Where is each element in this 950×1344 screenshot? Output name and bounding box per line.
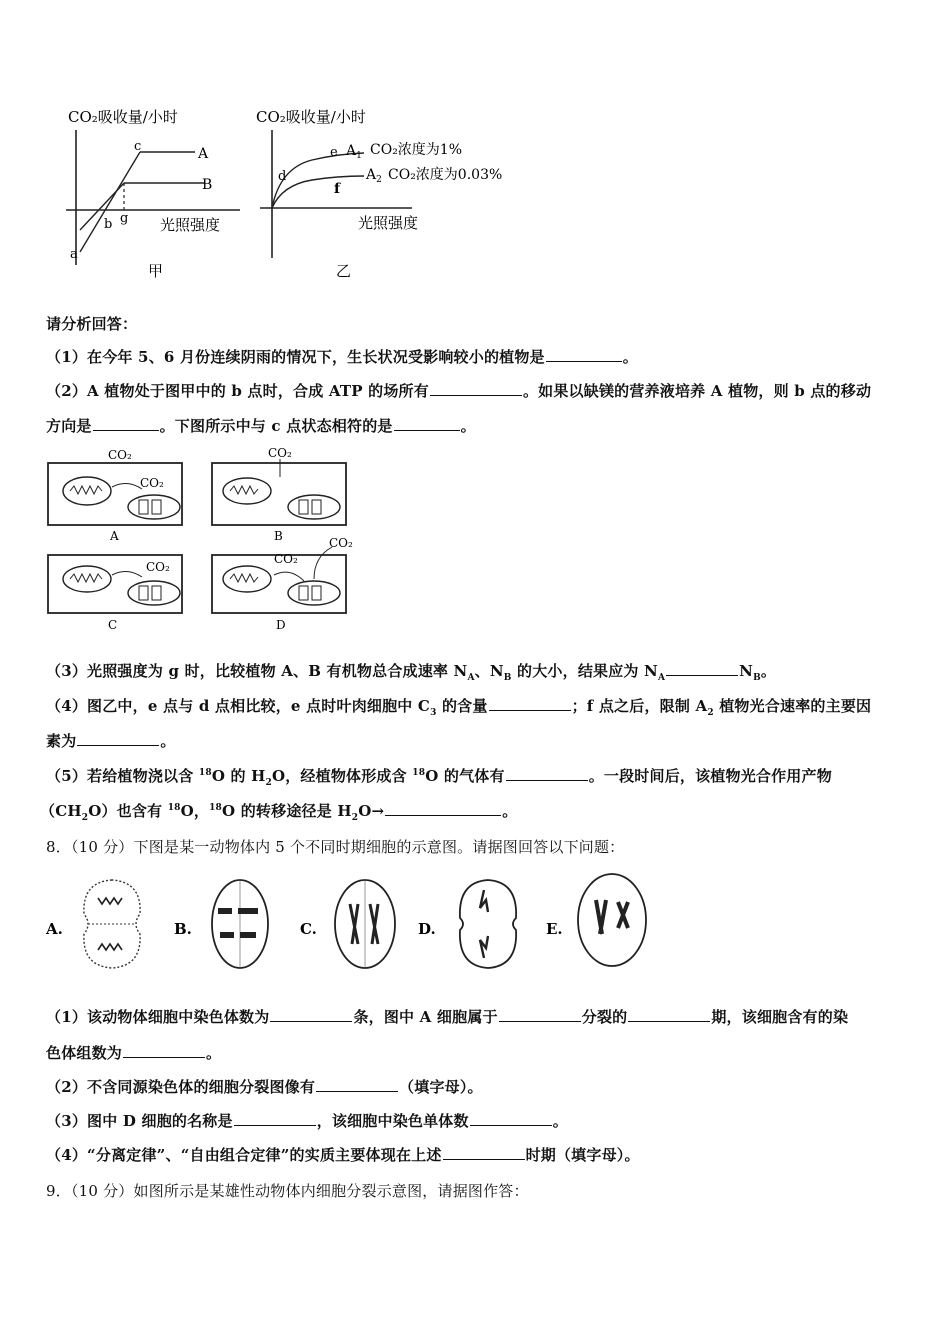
graph-yi-curve2-name: A — [366, 167, 377, 183]
cell-c-label: C — [108, 618, 118, 632]
question-8-3: （3）图中 D 细胞的名称是 ，该细胞中染色单体数 。 — [46, 1112, 568, 1130]
cell-figure-a — [84, 880, 140, 968]
cell-diagram-b — [212, 446, 346, 543]
graph-jia-point-b: b — [104, 217, 113, 232]
answer-blank[interactable] — [499, 1007, 581, 1022]
answer-blank[interactable] — [628, 1007, 710, 1022]
figure-label-b: B. — [174, 920, 192, 938]
answer-blank[interactable] — [316, 1077, 398, 1092]
graph-yi-curve1-desc: CO₂浓度为1% — [370, 142, 463, 158]
graph-jia-line-b: B — [202, 177, 213, 193]
cell-diagram-group — [42, 443, 372, 633]
question-8-1-cont: 色体组数为 。 — [46, 1044, 222, 1062]
question-8-4: （4）“分离定律”、“自由组合定律”的实质主要体现在上述 时期（填字母）。 — [46, 1146, 640, 1164]
cell-b-label: B — [274, 529, 283, 543]
cell-figure-b — [212, 880, 268, 968]
question-7-1: （1）在今年 5、6 月份连续阴雨的情况下，生长状况受影响较小的植物是 。 — [46, 348, 638, 366]
answer-blank[interactable] — [77, 731, 159, 746]
graph-yi-point-e: e — [330, 145, 338, 160]
cell-b-co2: CO₂ — [268, 446, 292, 460]
graph-jia-line-a: A — [198, 146, 209, 162]
cell-diagram-a — [48, 448, 182, 543]
question-7-5: （5）若给植物浇以含 $^{18}$O 的 $H_2O$，经植物体形成含 $^{18}$O 的气体有 。一段时间后，该植物光合作用产物 — [46, 767, 832, 788]
answer-blank[interactable] — [489, 696, 571, 711]
question-7-4: （4）图乙中，e 点与 d 点相比较，e 点时叶肉细胞中 $C_3$ 的含量 ；f 点之后，限制 $A_2$ 植物光合速率的主要因 — [46, 697, 872, 718]
graph-yi-curve1-sub: 1 — [356, 151, 362, 161]
answer-blank[interactable] — [123, 1043, 205, 1058]
cell-d-label: D — [276, 618, 286, 632]
cell-division-figures — [40, 868, 660, 978]
graph-yi-curve1-name: A — [346, 143, 357, 159]
graph-jia-ylabel: CO₂吸收量/小时 — [68, 108, 178, 126]
answer-blank[interactable] — [234, 1111, 316, 1126]
cell-figure-c — [335, 880, 395, 968]
figure-label-e: E. — [546, 920, 563, 938]
graph-jia-caption: 甲 — [148, 262, 164, 280]
svg-text:A2 — [365, 167, 382, 185]
cell-d-co2-out: CO₂ — [329, 536, 353, 550]
graph-yi-curve2-sub: 2 — [376, 175, 382, 185]
intro-text: 请分析回答： — [46, 315, 138, 333]
answer-blank[interactable] — [666, 661, 738, 676]
question-7-3: （3）光照强度为 g 时，比较植物 A、B 有机物总合成速率 $N_A$、$N_B$ 的大小，结果应为 $N_A$ $N_B$。 — [46, 662, 777, 683]
question-8-header: 8．（10 分）下图是某一动物体内 5 个不同时期细胞的示意图。请据图回答以下问题： — [46, 838, 625, 856]
answer-blank[interactable] — [546, 347, 622, 362]
answer-blank[interactable] — [270, 1007, 352, 1022]
cell-diagram-c — [48, 555, 182, 632]
answer-blank[interactable] — [93, 416, 159, 431]
graph-jia-point-a: a — [70, 247, 78, 262]
svg-text:A1 — [345, 143, 362, 161]
graph-yi-xlabel: 光照强度 — [358, 214, 419, 232]
graph-yi-ylabel: CO₂吸收量/小时 — [256, 108, 366, 126]
graph-jia-point-c: c — [134, 139, 142, 154]
figure-label-c: C. — [300, 920, 317, 938]
graph-yi-caption: 乙 — [336, 262, 352, 280]
graph-jia-xlabel: 光照强度 — [160, 216, 221, 234]
graph-yi-point-f: f — [334, 181, 341, 197]
cell-a-co2-out: CO₂ — [108, 448, 132, 462]
graph-jia-point-g: g — [120, 211, 129, 226]
answer-blank[interactable] — [430, 381, 522, 396]
question-7-2: （2）A 植物处于图甲中的 b 点时，合成 ATP 的场所有 。如果以缺镁的营养液培养 A 植物，则 b 点的移动 — [46, 382, 872, 400]
cell-diagram-d — [212, 536, 353, 632]
question-9-header: 9．（10 分）如图所示是某雄性动物体内细胞分裂示意图，请据图作答： — [46, 1182, 529, 1200]
answer-blank[interactable] — [385, 801, 501, 816]
graph-yi-point-d: d — [278, 169, 287, 184]
figure-label-d: D. — [418, 920, 436, 938]
graph-yi-curve2-desc: CO₂浓度为0.03% — [388, 167, 503, 183]
question-7-2-cont: 方向是 。下图所示中与 c 点状态相符的是 。 — [46, 417, 476, 435]
graph-jia — [60, 100, 250, 285]
cell-figure-d — [460, 880, 516, 968]
question-7-4-cont: 素为 。 — [46, 732, 176, 750]
graph-yi — [252, 100, 542, 285]
answer-blank[interactable] — [394, 416, 460, 431]
cell-a-label: A — [110, 529, 119, 543]
cell-d-co2-in: CO₂ — [274, 552, 298, 566]
question-8-2: （2）不含同源染色体的细胞分裂图像有 （填字母）。 — [46, 1078, 483, 1096]
answer-blank[interactable] — [443, 1145, 525, 1160]
cell-c-co2: CO₂ — [146, 560, 170, 574]
cell-figure-e — [578, 874, 646, 966]
question-7-5-cont: $(CH_2O)$也含有 $^{18}$O，$^{18}$O 的转移途径是 $H_2O\to$ 。 — [40, 802, 518, 823]
question-8-1: （1）该动物体细胞中染色体数为 条，图中 A 细胞属于 分裂的 期，该细胞含有的染 — [46, 1008, 849, 1026]
figure-label-a: A. — [46, 920, 63, 938]
cell-a-co2-in: CO₂ — [140, 476, 164, 490]
answer-blank[interactable] — [470, 1111, 552, 1126]
answer-blank[interactable] — [506, 766, 588, 781]
